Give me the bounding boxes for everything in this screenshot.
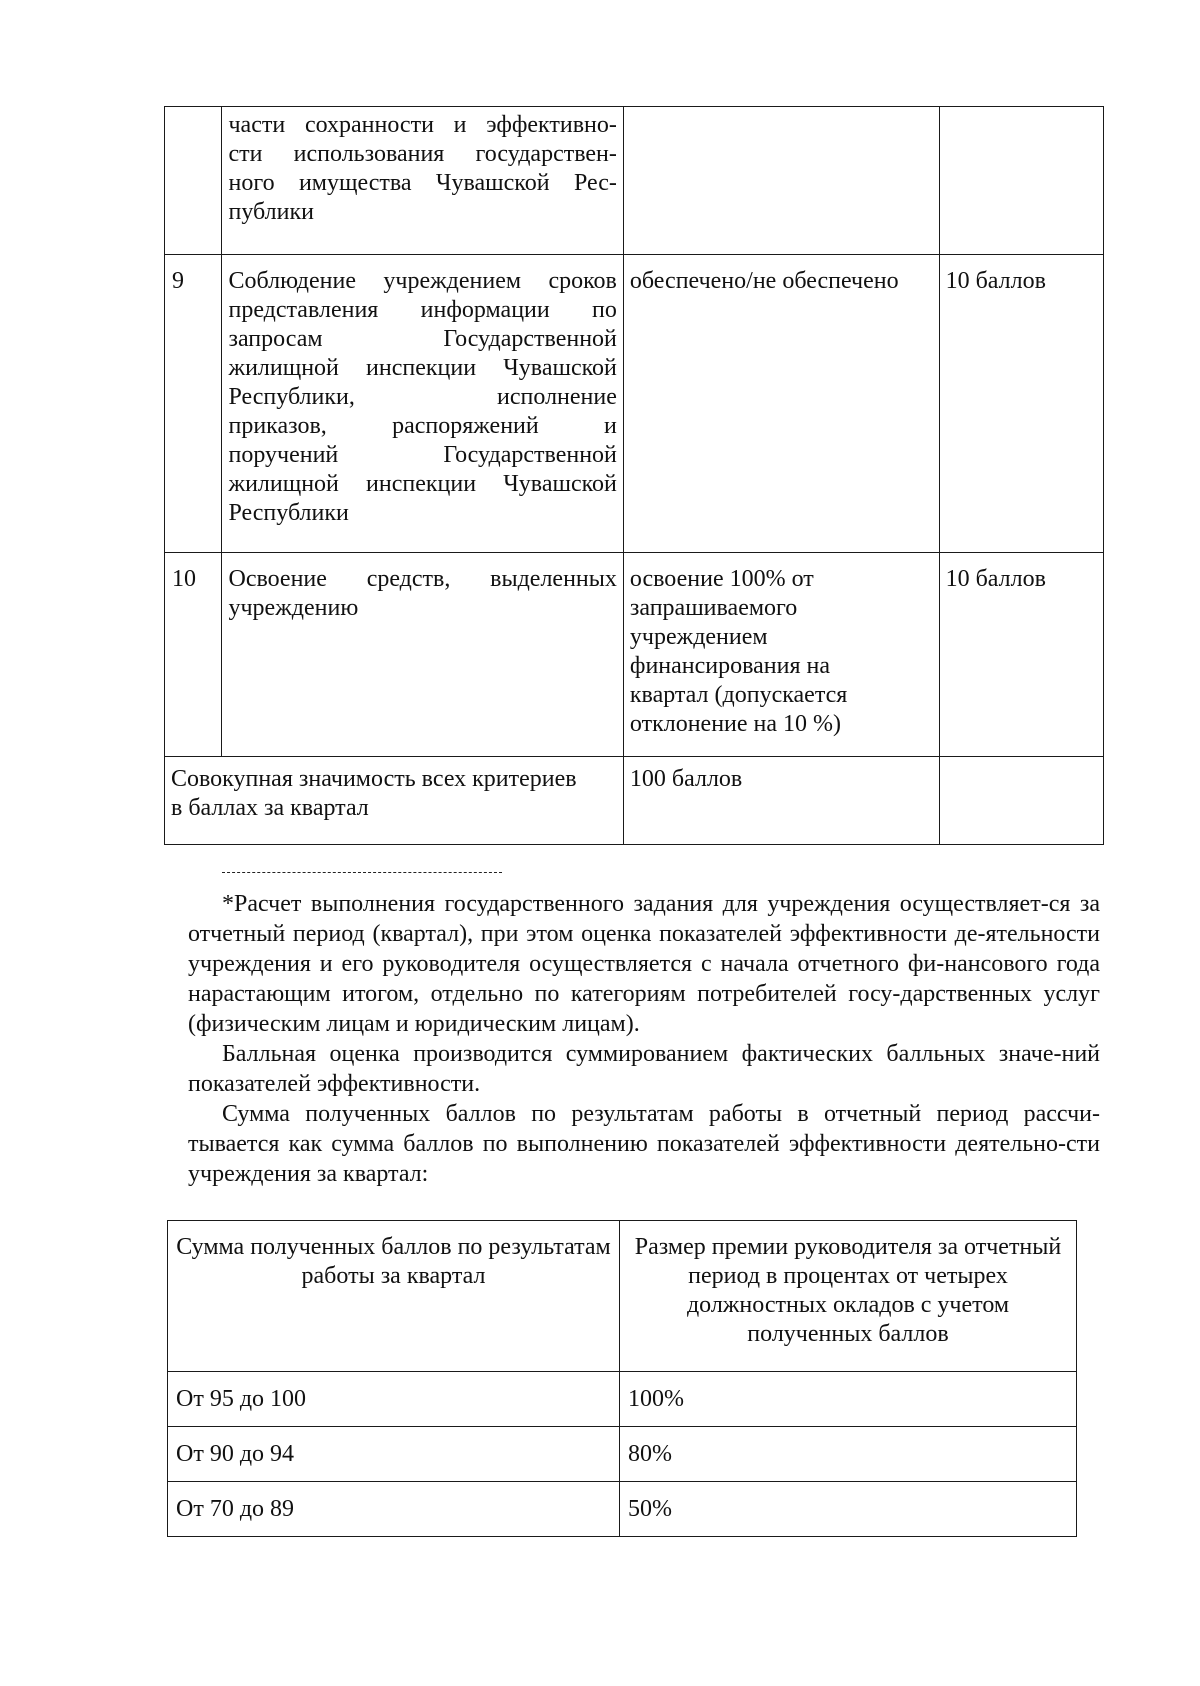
cell-num <box>165 107 222 255</box>
value-line: финансирования на <box>629 653 831 679</box>
criterion-line: учреждению <box>228 595 359 621</box>
footnote-paragraph: Балльная оценка производится суммированием фактических балльных значе-ний показателей эффективности. <box>188 1041 1100 1097</box>
cell-percent: 50% <box>620 1482 1077 1537</box>
criterion-line: публики <box>228 199 314 225</box>
cell-value <box>623 107 939 255</box>
cell-percent: 80% <box>620 1427 1077 1482</box>
criterion-line: Освоение средств, выделенных <box>228 566 617 592</box>
cell-total-points <box>939 757 1103 845</box>
footnote-text <box>188 889 1100 1189</box>
table-row-9 <box>165 255 1104 553</box>
cell-percent: 100% <box>620 1372 1077 1427</box>
cell-criterion <box>222 553 623 757</box>
header-points-sum: Сумма полученных баллов по результатам работы за квартал <box>168 1221 620 1372</box>
criterion-line: приказов, распоряжений и <box>228 413 617 439</box>
table-row <box>168 1427 1077 1482</box>
cell-value <box>623 553 939 757</box>
criterion-line: поручений Государственной <box>228 442 617 468</box>
cell-points <box>939 107 1103 255</box>
criteria-table <box>164 106 1104 845</box>
cell-num: 10 <box>165 553 222 757</box>
table-row <box>168 1372 1077 1427</box>
cell-points: 10 баллов <box>939 255 1103 553</box>
premium-table <box>167 1220 1077 1537</box>
criterion-line: сти использования государствен- <box>228 141 617 167</box>
criterion-line: жилищной инспекции Чувашской <box>228 355 617 381</box>
criterion-line: Соблюдение учреждением сроков <box>228 268 617 294</box>
header-premium-size: Размер премии руководителя за отчетный период в процентах от четырех должностных окладов с учетом полученных баллов <box>620 1221 1077 1372</box>
cell-range: От 90 до 94 <box>168 1427 620 1482</box>
table-row-total <box>165 757 1104 845</box>
criterion-line: Республики, исполнение <box>228 384 617 410</box>
table-row-10 <box>165 553 1104 757</box>
cell-total-label <box>165 757 624 845</box>
criterion-line: Республики <box>228 500 349 526</box>
criterion-line: запросам Государственной <box>228 326 617 352</box>
footnote-rule <box>222 872 502 873</box>
value-line: учреждением <box>629 624 768 650</box>
total-label-line: в баллах за квартал <box>171 795 369 821</box>
value-line: освоение 100% от <box>629 566 814 592</box>
value-line: отклонение на 10 %) <box>629 711 842 737</box>
total-label-line: Совокупная значимость всех критериев <box>171 766 577 792</box>
cell-range: От 70 до 89 <box>168 1482 620 1537</box>
cell-criterion <box>222 255 623 553</box>
table-row-continuation <box>165 107 1104 255</box>
criterion-line: части сохранности и эффективно- <box>228 112 617 138</box>
cell-value: обеспечено/не обеспечено <box>623 255 939 553</box>
value-line: квартал (допускается <box>629 682 848 708</box>
cell-total-value: 100 баллов <box>623 757 939 845</box>
footnote-paragraph: Сумма полученных баллов по результатам работы в отчетный период рассчи-тывается как сумма баллов по выполнению показателей эффективности деятельно-сти учреждения за квартал: <box>188 1101 1100 1187</box>
cell-num: 9 <box>165 255 222 553</box>
cell-criterion <box>222 107 623 255</box>
cell-range: От 95 до 100 <box>168 1372 620 1427</box>
criterion-line: ного имущества Чувашской Рес- <box>228 170 617 196</box>
premium-table-header <box>168 1221 1077 1372</box>
criterion-line: представления информации по <box>228 297 617 323</box>
footnote-paragraph: *Расчет выполнения государственного задания для учреждения осуществляет-ся за отчетный период (квартал), при этом оценка показателей эффективности де-ятельности учреждения и его руководителя осуществляется с начала отчетного фи-нансового года нарастающим итогом, отдельно по категориям потребителей госу-дарственных услуг (физическим лицам и юридическим лицам). <box>188 891 1100 1037</box>
cell-points: 10 баллов <box>939 553 1103 757</box>
value-line: запрашиваемого <box>629 595 798 621</box>
table-row <box>168 1482 1077 1537</box>
criterion-line: жилищной инспекции Чувашской <box>228 471 617 497</box>
